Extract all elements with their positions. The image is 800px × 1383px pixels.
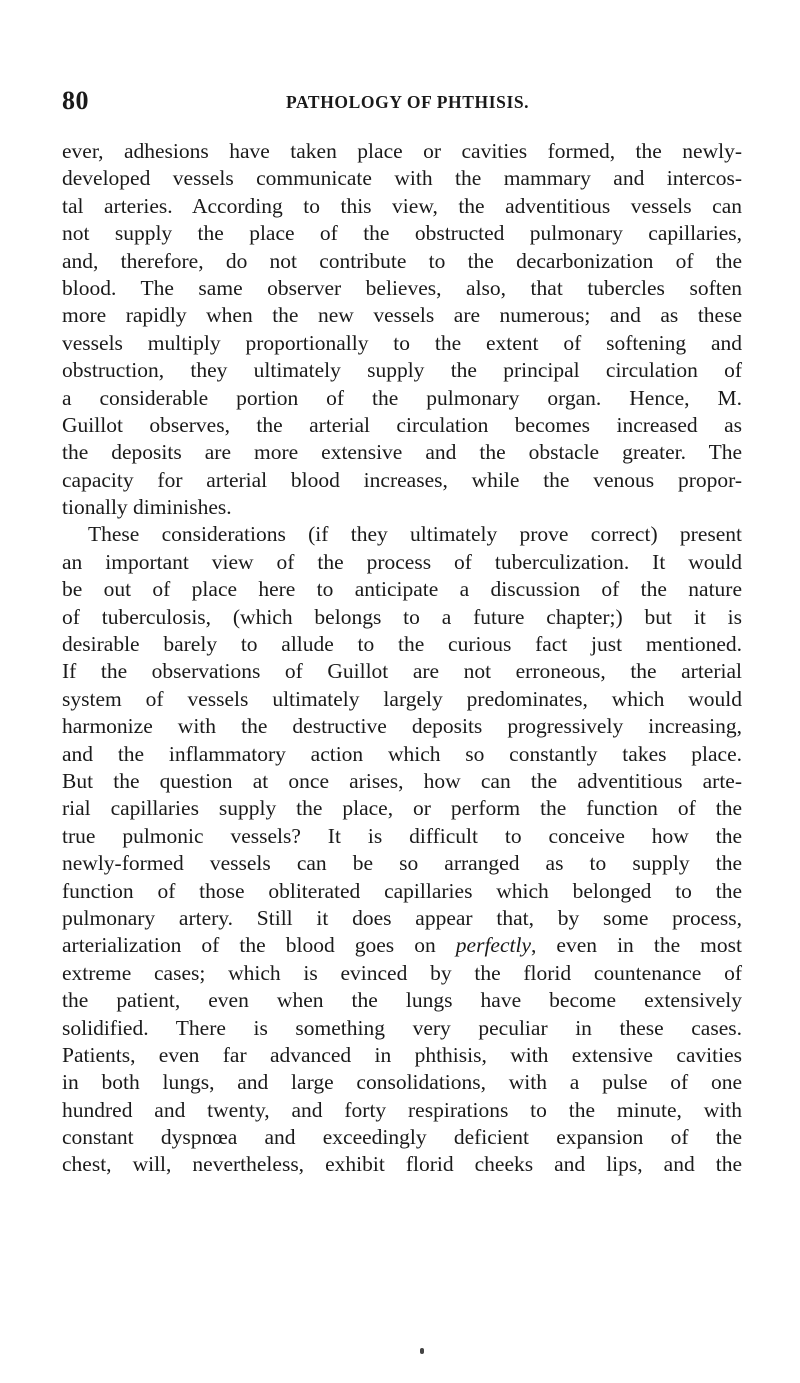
text-line: These considerations (if they ultimately prove correct) present — [88, 522, 742, 547]
body-text — [62, 138, 742, 1179]
text-line: tal arteries. According to this view, the adventitious vessels can — [62, 193, 742, 218]
text-line: tionally diminishes. — [62, 495, 232, 520]
text-line: the deposits are more extensive and the obstacle greater. The — [62, 440, 742, 465]
text-line: an important view of the process of tuberculization. It would — [62, 549, 742, 574]
text-line: not supply the place of the obstructed pulmonary capillaries, — [62, 221, 742, 246]
italic-word: perfectly — [455, 933, 531, 958]
text-line: hundred and twenty, and forty respirations to the minute, with — [62, 1097, 742, 1122]
text-line: chest, will, nevertheless, exhibit florid cheeks and lips, and the — [62, 1152, 742, 1177]
text-line: extreme cases; which is evinced by the florid countenance of — [62, 960, 742, 985]
text-line: capacity for arterial blood increases, while the venous propor- — [62, 467, 742, 492]
text-line: constant dyspnœa and exceedingly deficient expansion of the — [62, 1125, 742, 1150]
running-title: PATHOLOGY OF PHTHISIS. — [286, 92, 530, 112]
text-line-with-italic — [62, 932, 742, 959]
text-line: true pulmonic vessels? It is difficult to conceive how the — [62, 823, 742, 848]
text-line: pulmonary artery. Still it does appear that, by some process, — [62, 905, 742, 930]
text-line: a considerable portion of the pulmonary organ. Hence, M. — [62, 385, 742, 410]
text-line: developed vessels communicate with the mammary and intercos- — [62, 166, 742, 191]
text-line: But the question at once arises, how can the adventitious arte- — [62, 768, 742, 793]
text-line: harmonize with the destructive deposits progressively increasing, — [62, 714, 742, 739]
text-line: Patients, even far advanced in phthisis, with extensive cavities — [62, 1042, 742, 1067]
text-line: and, therefore, do not contribute to the decarbonization of the — [62, 248, 742, 273]
text-line: more rapidly when the new vessels are numerous; and as these — [62, 303, 742, 328]
text-line: If the observations of Guillot are not erroneous, the arterial — [62, 659, 742, 684]
text-segment: arterialization of the blood goes on — [62, 933, 456, 958]
text-line: system of vessels ultimately largely predominates, which would — [62, 686, 742, 711]
text-line: be out of place here to anticipate a discussion of the nature — [62, 577, 742, 602]
text-line: and the inflammatory action which so constantly takes place. — [62, 741, 742, 766]
page-header — [62, 86, 742, 116]
text-line: in both lungs, and large consolidations, with a pulse of one — [62, 1070, 742, 1095]
text-line: obstruction, they ultimately supply the principal circulation of — [62, 358, 742, 383]
text-line: newly-formed vessels can be so arranged as to supply the — [62, 851, 742, 876]
text-line: desirable barely to allude to the curious fact just mentioned. — [62, 632, 742, 657]
text-line: function of those obliterated capillaries which belonged to the — [62, 878, 742, 903]
text-line: ever, adhesions have taken place or cavities formed, the newly- — [62, 139, 742, 163]
text-line: of tuberculosis, (which belongs to a future chapter;) but it is — [62, 604, 742, 629]
text-segment: , even in the most — [531, 933, 742, 958]
text-line: solidified. There is something very peculiar in these cases. — [62, 1015, 742, 1040]
text-line: Guillot observes, the arterial circulation becomes increased as — [62, 412, 742, 437]
ink-speck — [420, 1348, 424, 1354]
text-line: rial capillaries supply the place, or perform the function of the — [62, 796, 742, 821]
text-line: blood. The same observer believes, also, that tubercles soften — [62, 275, 742, 300]
text-line: the patient, even when the lungs have become extensively — [62, 988, 742, 1013]
paragraph-1 — [62, 138, 742, 521]
paragraph-2 — [62, 521, 742, 1178]
text-line: vessels multiply proportionally to the extent of softening and — [62, 330, 742, 355]
page-number: 80 — [62, 86, 89, 115]
